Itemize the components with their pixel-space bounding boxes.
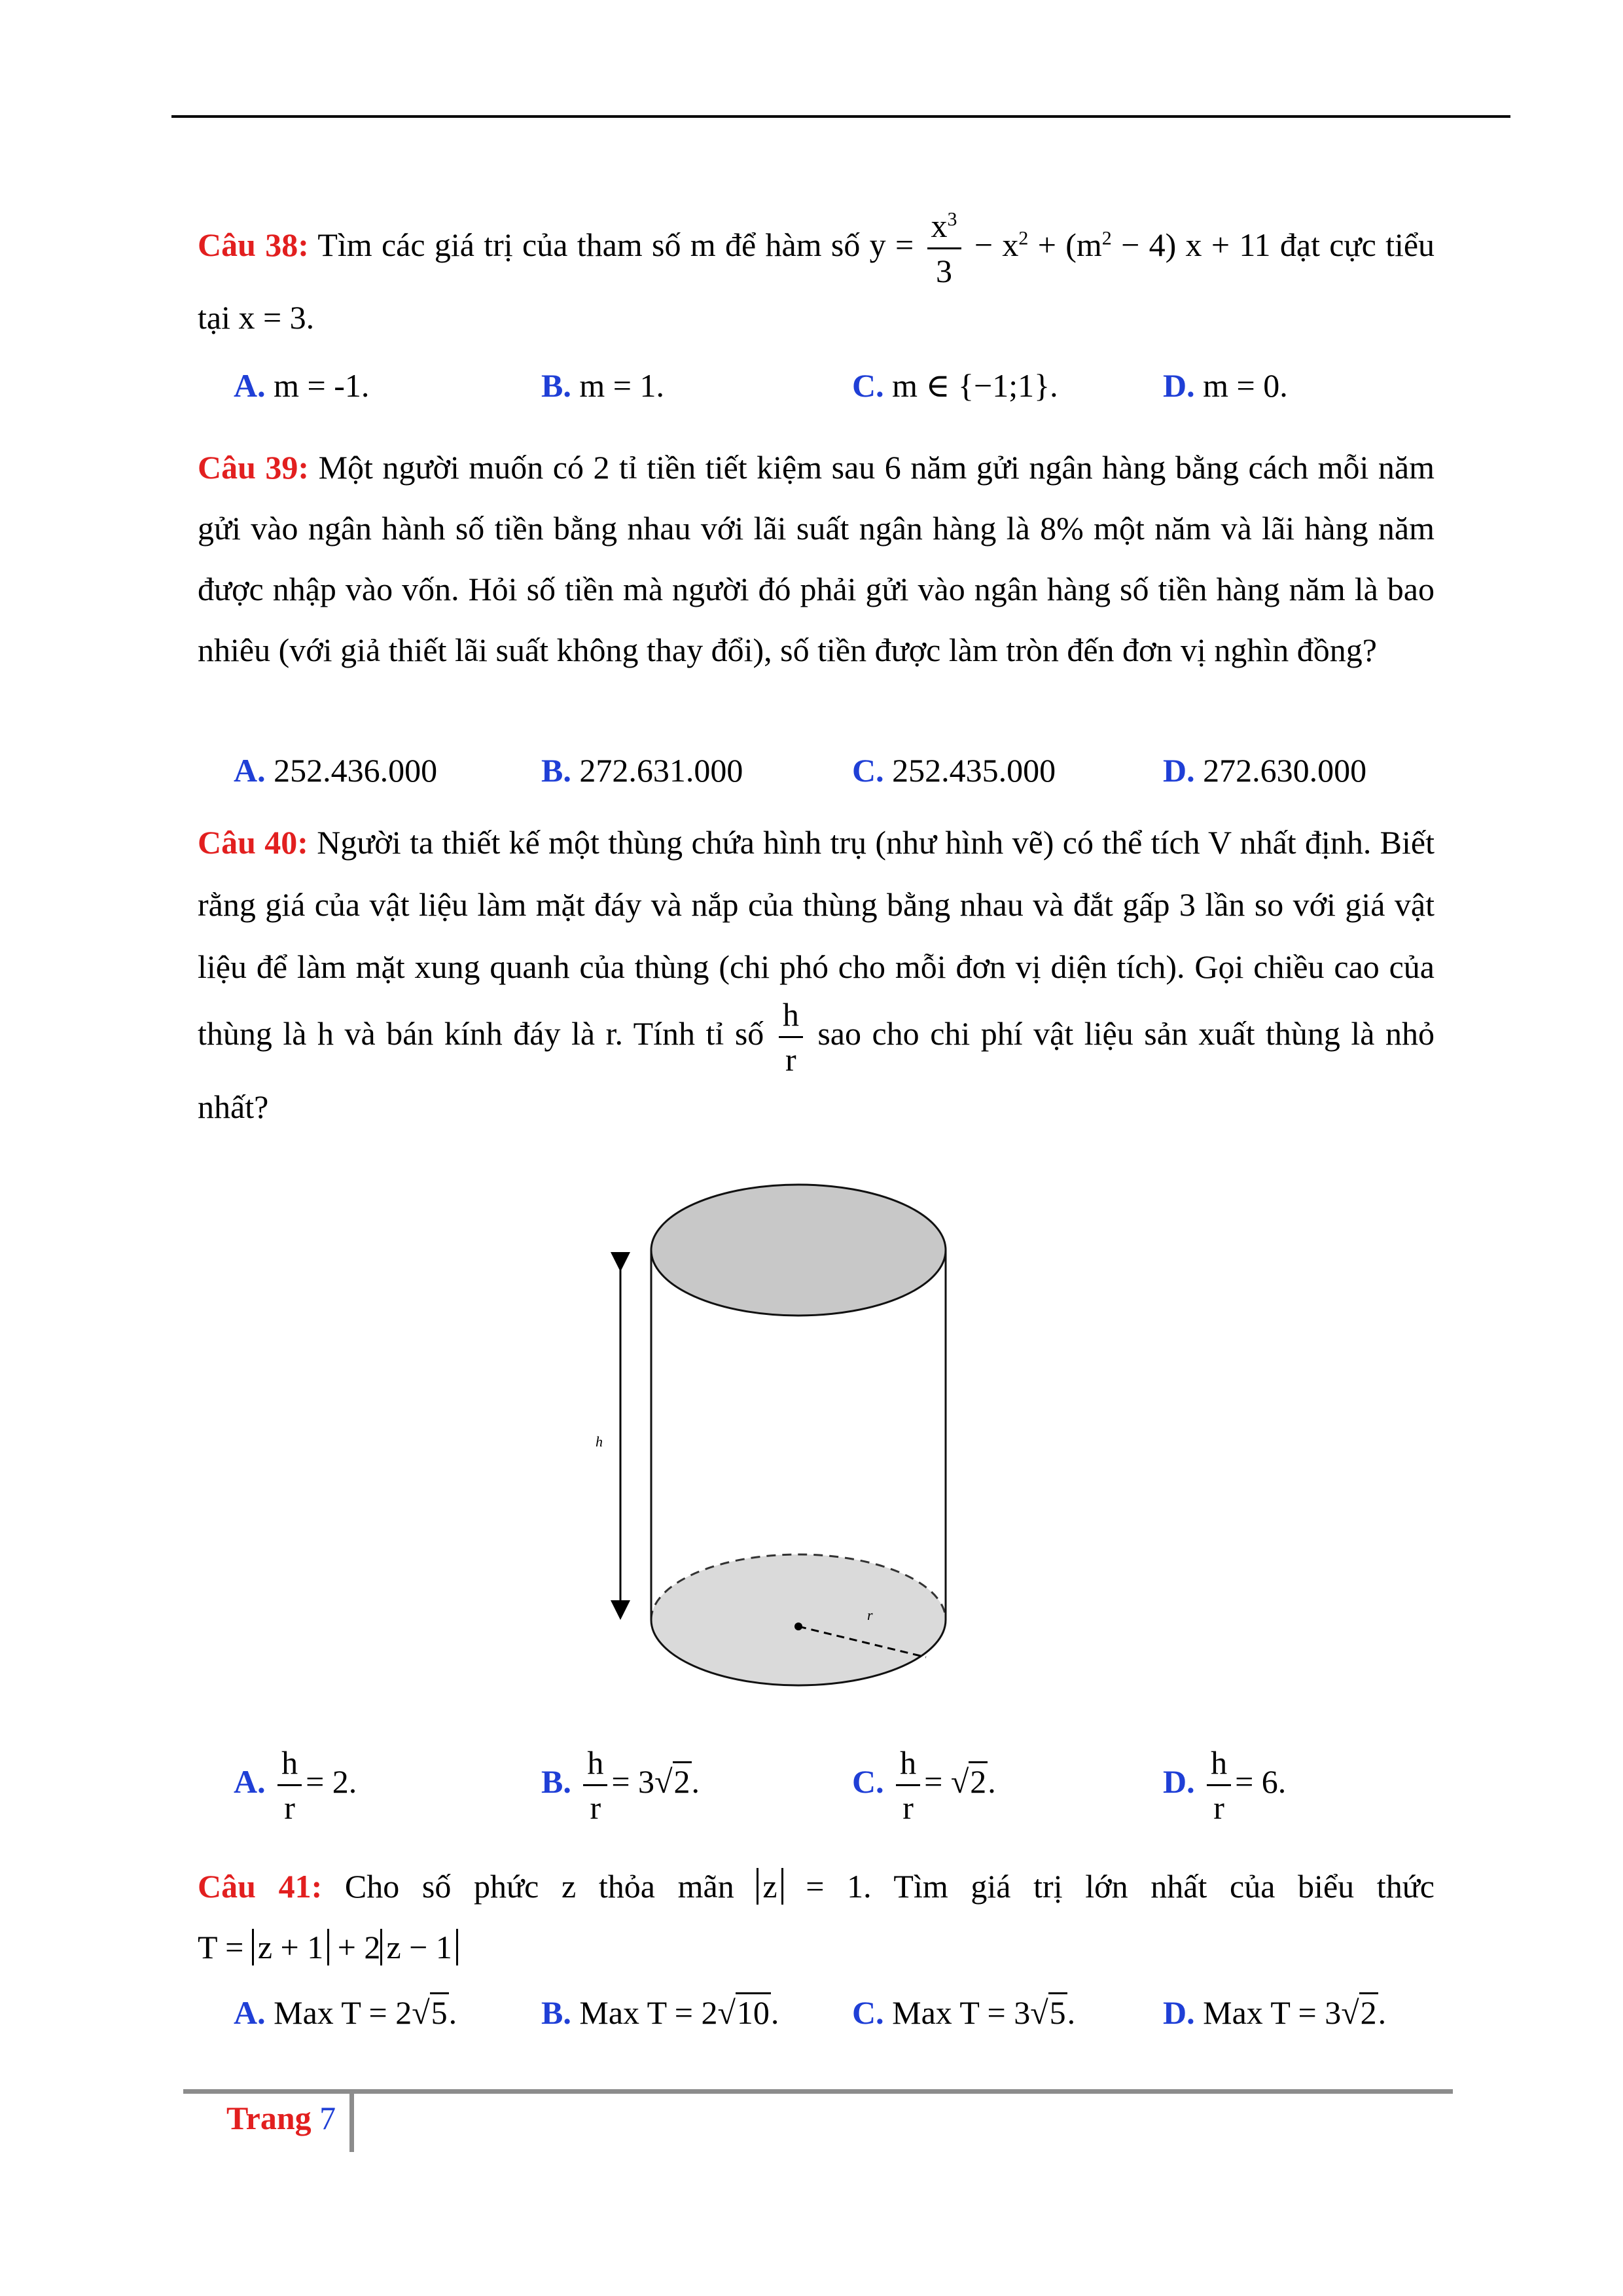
page-label: Trang bbox=[226, 2100, 312, 2136]
question-38-text-tail: đạt cực tiểu tại x = 3. bbox=[198, 226, 1435, 336]
option-d: D. m = 0. bbox=[1163, 367, 1288, 404]
header-rule bbox=[171, 115, 1510, 118]
question-40-label: Câu 40: bbox=[198, 824, 308, 861]
option-d: D. 272.630.000 bbox=[1163, 752, 1367, 789]
page-value: 7 bbox=[319, 2100, 336, 2136]
option-b: B. Max T = 2√10. bbox=[541, 1994, 779, 2032]
option-a: A. 252.436.000 bbox=[234, 752, 438, 789]
question-38-text: Tìm các giá trị của tham số m để hàm số bbox=[317, 226, 861, 263]
question-40 bbox=[198, 812, 1435, 1138]
condition: z = 1. bbox=[757, 1868, 871, 1905]
expression: T = z + 1 + 2 z − 1 bbox=[198, 1929, 458, 1965]
option-b: B. 272.631.000 bbox=[541, 752, 743, 789]
radius-label: r bbox=[867, 1607, 873, 1623]
option-d: D. $\frac{h}{r}$ = 6. bbox=[1163, 1744, 1287, 1826]
option-d: D. Max T = 3√2. bbox=[1163, 1994, 1386, 2032]
question-41-text-mid: Tìm giá trị lớn nhất của biểu thức bbox=[893, 1868, 1435, 1905]
question-41-options bbox=[234, 1994, 1451, 2059]
option-a: A. $\frac{h}{r}$ = 2. bbox=[234, 1744, 357, 1826]
footer-separator bbox=[349, 2092, 354, 2152]
cylinder-top-lid bbox=[651, 1185, 946, 1316]
question-38 bbox=[198, 209, 1435, 348]
option-c: C. m ∈ {−1;1}. bbox=[852, 367, 1058, 404]
question-39 bbox=[198, 437, 1435, 681]
question-39-options bbox=[234, 751, 1451, 817]
formula-fraction: $\frac{x^3}{3}$ bbox=[927, 209, 961, 287]
question-39-text: Một người muốn có 2 tỉ tiền tiết kiệm sau 6 năm gửi ngân hàng bằng cách mỗi năm gửi vào ngân hành số tiền bằng nhau với lãi suất ngân hàng là 8% một năm và lãi hàng năm được nhập vào vốn. Hỏi số tiền mà người đó phải gửi vào ngân hàng số tiền hàng năm là bao nhiêu (với giả thiết lãi suất không thay đổi), số tiền được làm tròn đến đơn vị nghìn đồng? bbox=[198, 449, 1435, 668]
question-38-formula: y = $\frac{x^3}{3}$ − $x^2 + (m^2 - 4) x + 11$ bbox=[869, 207, 1271, 289]
option-c: C. 252.435.000 bbox=[852, 752, 1056, 789]
question-41-label: Câu 41: bbox=[198, 1868, 323, 1905]
page-number bbox=[226, 2092, 336, 2144]
question-40-text-tail: sao cho chi phí vật liệu sản xuất thùng là nhỏ nhất? bbox=[198, 1014, 1435, 1125]
cylinder-figure bbox=[556, 1172, 1041, 1708]
option-b: B. $\frac{h}{r}$ = 3√2. bbox=[541, 1744, 700, 1826]
option-a: A. m = -1. bbox=[234, 367, 370, 404]
question-38-label: Câu 38: bbox=[198, 226, 309, 263]
option-b: B. m = 1. bbox=[541, 367, 664, 404]
question-41-text: Cho số phức z thỏa mãn bbox=[344, 1868, 734, 1905]
question-38-options bbox=[234, 367, 1451, 432]
option-c: C. $\frac{h}{r}$ = √2. bbox=[852, 1744, 996, 1826]
option-c: C. Max T = 3√5. bbox=[852, 1994, 1075, 2032]
question-40-options bbox=[234, 1746, 1451, 1831]
question-41 bbox=[198, 1856, 1435, 1978]
height-label: h bbox=[596, 1433, 603, 1450]
question-39-label: Câu 39: bbox=[198, 449, 310, 486]
question-40-text: Người ta thiết kế một thùng chứa hình trụ (như hình vẽ) có thể tích V nhất định. Biết rằng giá của vật liệu làm mặt đáy và nắp của thùng bằng nhau và đắt gấp 3 lần so với giá vật liệu để làm mặt xung quanh của thùng (chi phó cho mỗi đơn vị diện tích). Gọi chiều cao của thùng là h và bán kính đáy là r. Tính tỉ số bbox=[198, 824, 1435, 1052]
ratio-fraction: $\frac{h}{r}$ bbox=[779, 998, 803, 1076]
footer-rule bbox=[183, 2089, 1453, 2094]
option-a: A. Max T = 2√5. bbox=[234, 1994, 457, 2032]
